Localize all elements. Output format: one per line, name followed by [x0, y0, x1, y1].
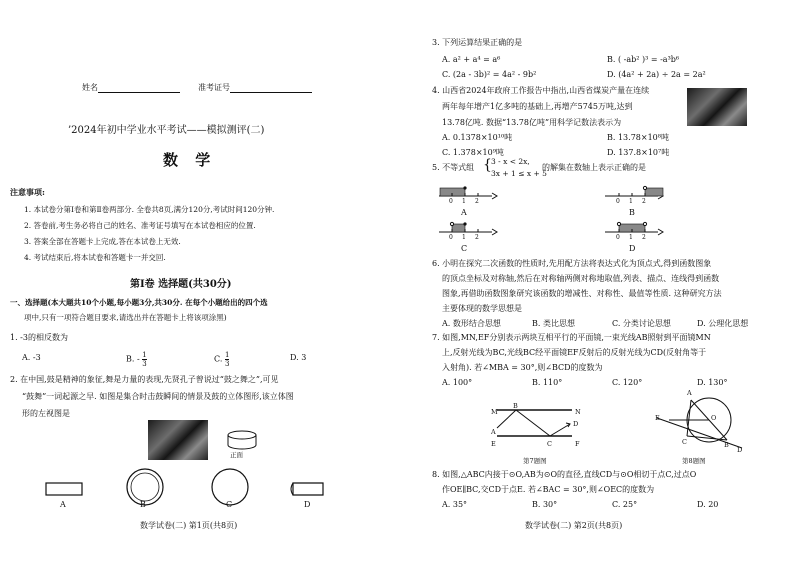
admission-blank — [230, 83, 312, 93]
q8-option-b[interactable]: B. 30° — [532, 500, 558, 509]
q2-option-d[interactable]: D — [304, 500, 311, 509]
q3-option-c[interactable]: C. (2a - 3b)² = 4a² - 9b² — [442, 70, 537, 79]
frac-numerator: 1 — [142, 351, 147, 359]
fig8-label: E — [655, 414, 660, 422]
q3-option-b[interactable]: B. ( -ab² )³ = -a³b⁶ — [607, 55, 680, 64]
subject-title: 数 学 — [163, 151, 217, 169]
drum-photo — [148, 420, 208, 460]
q7-option-b[interactable]: B. 110° — [532, 378, 563, 387]
front-label: 正面 — [230, 451, 243, 459]
tick-label: 0 — [449, 234, 453, 241]
tick-label: 2 — [475, 198, 479, 205]
section-title: 第Ⅰ卷 选择题(共30分) — [130, 279, 232, 290]
q1-option-a[interactable]: A. -3 — [22, 353, 41, 362]
q4-option-c[interactable]: C. 1.378×10⁹吨 — [442, 148, 504, 157]
frac-numerator: 1 — [224, 351, 230, 359]
q4-line: 两年每年增产1亿多吨的基础上,再增产5745万吨,达到 — [442, 102, 633, 111]
tick-label: 1 — [629, 198, 633, 205]
q8-option-c[interactable]: C. 25° — [612, 500, 638, 509]
q5-option-b[interactable]: B — [629, 208, 635, 217]
name-blank — [98, 83, 180, 93]
fig7-label: B — [513, 402, 518, 410]
q4-line: 4. 山西省2024年政府工作报告中指出,山西省煤炭产量在连续 — [432, 86, 650, 95]
page-2 — [397, 0, 794, 561]
q6-line: 的顶点坐标及对称轴,然后在对称轴两侧对称地取值,列表、描点、连线得到函数 — [442, 274, 720, 283]
q3-option-d[interactable]: D. (4a² + 2a) ÷ 2a = 2a² — [607, 70, 706, 79]
exam-title: ’2024年初中学业水平考试——模拟测评(二) — [68, 125, 265, 136]
q3-option-a[interactable]: A. a² + a⁴ = a⁶ — [442, 55, 501, 64]
q8-option-a[interactable]: A. 35° — [442, 500, 468, 509]
q4-option-d[interactable]: D. 137.8×10⁷吨 — [607, 148, 670, 157]
tick-label: 1 — [629, 234, 633, 241]
q2-line: “鼓舞”一词起源之早. 如图是集合时击鼓瞬间的情景及鼓的立体图形,该立体图 — [22, 392, 294, 401]
q1-option-c[interactable] — [214, 351, 229, 368]
fig7-label: D — [573, 420, 579, 428]
fig8-label: D — [737, 446, 743, 454]
q5-option-d[interactable]: D — [629, 244, 636, 253]
q5-option-a[interactable]: A — [461, 208, 467, 217]
q7-option-a[interactable]: A. 100° — [442, 378, 473, 387]
q2-option-b[interactable]: B — [140, 500, 146, 509]
part-intro: 一、选择题(本大题共10个小题,每小题3分,共30分. 在每个小题给出的四个选 — [10, 298, 268, 307]
q4-line: 13.78亿吨. 数据“13.78亿吨”用科学记数法表示为 — [442, 118, 622, 127]
admission-label: 准考证号 — [198, 83, 230, 92]
q1-option-c-label: C. — [214, 354, 223, 364]
q7-option-c[interactable]: C. 120° — [612, 378, 643, 387]
fig7-caption: 第7题图 — [523, 457, 547, 465]
fig7-label: C — [547, 440, 552, 448]
q5-inequality-2: 3x + 1 ≤ x + 5 — [491, 169, 547, 178]
q5-stem-post: 的解集在数轴上表示正确的是 — [542, 163, 646, 172]
tick-label: 2 — [475, 234, 479, 241]
tick-label: 0 — [616, 198, 620, 205]
q1-option-d[interactable]: D. 3 — [290, 353, 307, 362]
notice-item: 3. 答案全部在答题卡上完成,答在本试卷上无效. — [24, 237, 181, 246]
name-field — [82, 83, 180, 93]
page-footer: 数学试卷(二) 第2页(共8页) — [525, 521, 623, 530]
frac-denominator: 3 — [224, 360, 230, 368]
fig8-label: C — [682, 438, 687, 446]
fig7-label: N — [575, 408, 581, 416]
notice-title: 注意事项: — [10, 187, 45, 197]
q7-line: 7. 如图,MN,EF分别表示两块互相平行的平面镜,一束光线AB照射到平面镜MN — [432, 333, 711, 342]
tick-label: 2 — [642, 198, 646, 205]
q2-line: 2. 在中国,鼓是精神的象征,舞是力量的表现,先贤孔子曾说过“鼓之舞之”,可见 — [10, 375, 279, 384]
q4-option-b[interactable]: B. 13.78×10⁸吨 — [607, 133, 669, 142]
fig7-label: A — [491, 428, 496, 436]
q5-stem — [432, 163, 474, 173]
notice-item: 2. 答卷前,考生务必将自己的姓名、准考证号填写在本试卷相应的位置. — [24, 221, 256, 230]
q5-option-c[interactable]: C — [461, 244, 468, 253]
fig8-label: B — [724, 441, 729, 449]
q6-line: 图象,再借助函数图象研究该函数的增减性、对称性、最值等性质. 这种研究方法 — [442, 289, 722, 298]
q6-line: 6. 小明在探究二次函数的性质时,先用配方法将表达式化为顶点式,得到函数图象 — [432, 259, 712, 268]
q1-option-b-label: B. - — [126, 354, 140, 364]
brace-icon: { — [483, 157, 492, 173]
q3-stem: 3. 下列运算结果正确的是 — [432, 38, 523, 47]
q6-line: 主要体现的数学思想是 — [442, 304, 522, 313]
fig8-label: O — [711, 414, 717, 422]
q6-option-b[interactable]: B. 类比思想 — [532, 319, 575, 328]
tick-label: 1 — [462, 234, 466, 241]
tick-label: 0 — [449, 198, 453, 205]
q8-option-d[interactable]: D. 20 — [697, 500, 719, 509]
q7-figure — [492, 400, 612, 450]
q6-option-d[interactable]: D. 公理化思想 — [697, 319, 749, 328]
notice-item: 1. 本试卷分第Ⅰ卷和第Ⅱ卷两部分. 全卷共8页,满分120分,考试时间120分钟. — [24, 205, 275, 214]
tick-label: 0 — [616, 234, 620, 241]
tick-label: 2 — [642, 234, 646, 241]
frac-denominator: 3 — [142, 360, 147, 368]
notice-item: 4. 考试结束后,将本试卷和答题卡一并交回. — [24, 253, 166, 262]
q8-line: 8. 如图,△ABC内接于⊙O,AB为⊙O的直径,直线CD与⊙O相切于点C,过点O — [432, 470, 697, 479]
q8-line: 作OE∥BC,交CD于点E. 若∠BAC = 30°,则∠OEC的度数为 — [442, 485, 655, 494]
coal-photo — [687, 88, 747, 126]
part-intro: 项中,只有一项符合题目要求,请选出并在答题卡上将该项涂黑) — [24, 313, 227, 322]
q7-line: 上,反射光线为BC,光线BC经平面镜EF反射后的反射光线为CD(反射角等于 — [442, 348, 707, 357]
fig7-label: F — [575, 440, 580, 448]
q2-option-a[interactable]: A — [60, 500, 66, 509]
page-footer: 数学试卷(二) 第1页(共8页) — [140, 521, 238, 530]
q1-option-b[interactable] — [126, 351, 147, 368]
admission-field — [198, 83, 312, 93]
q2-option-c[interactable]: C — [226, 500, 233, 509]
q7-line: 入射角). 若∠MBA = 30°,则∠BCD的度数为 — [442, 363, 603, 372]
name-label: 姓名 — [82, 83, 98, 92]
q4-option-a[interactable]: A. 0.1378×10¹⁰吨 — [442, 133, 513, 142]
q5-number-lines — [397, 180, 794, 255]
q6-option-c[interactable]: C. 分类讨论思想 — [612, 319, 671, 328]
q5-inequality-1: 3 - x < 2x, — [491, 157, 530, 166]
q7-option-d[interactable]: D. 130° — [697, 378, 728, 387]
fig7-label: E — [491, 440, 496, 448]
q1-stem: 1. -3的相反数为 — [10, 333, 68, 342]
q2-line: 形的左视图是 — [22, 409, 70, 418]
fig8-label: A — [687, 389, 692, 397]
fig7-label: M — [491, 408, 498, 416]
fig8-caption: 第8题图 — [682, 457, 706, 465]
q6-option-a[interactable]: A. 数形结合思想 — [442, 319, 501, 328]
q5-stem-pre: 5. 不等式组 — [432, 163, 475, 172]
tick-label: 1 — [462, 198, 466, 205]
